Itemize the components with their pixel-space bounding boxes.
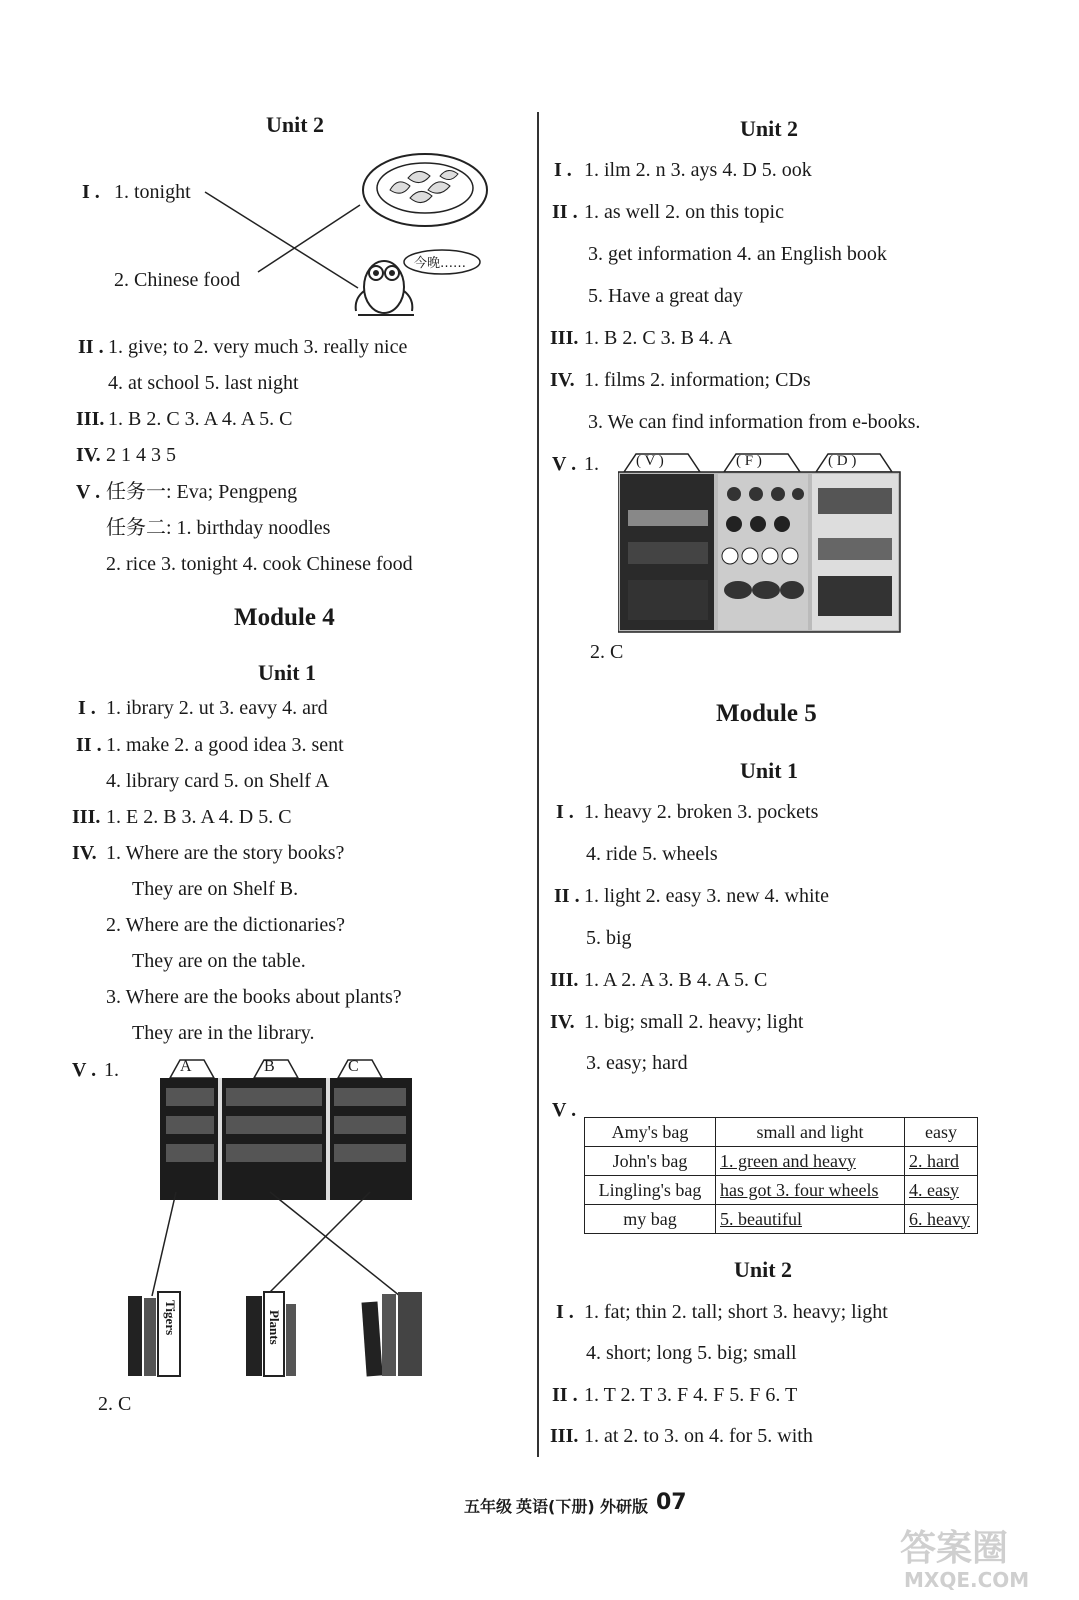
question-number: IV.: [550, 369, 575, 391]
question-number: II .: [78, 336, 104, 358]
answer-line: 4. at school 5. last night: [108, 372, 299, 394]
books-third-stack-image: [360, 1288, 430, 1378]
page-number: 07: [656, 1490, 687, 1515]
answer-line: They are in the library.: [132, 1022, 315, 1044]
question-number: III.: [550, 1425, 579, 1447]
table-row: [585, 1118, 978, 1147]
question-number: V .: [552, 453, 577, 475]
table-cell: 4. easy: [905, 1176, 978, 1205]
answer-line: 2. rice 3. tonight 4. cook Chinese food: [106, 553, 413, 575]
table-row: [585, 1205, 978, 1234]
shop-label: ( D ): [828, 453, 857, 469]
shop-label: ( F ): [736, 453, 762, 469]
answer-line: 1. as well 2. on this topic: [584, 201, 784, 223]
answer-line: 4. ride 5. wheels: [586, 843, 718, 865]
unit-title: Unit 1: [740, 758, 799, 783]
answer-line: 2. C: [590, 641, 624, 663]
answer-line: 1. make 2. a good idea 3. sent: [106, 734, 344, 756]
table-cell: my bag: [585, 1205, 716, 1234]
answer-line: 1.: [104, 1059, 119, 1081]
watermark-url: MXQE.COM: [904, 1568, 1030, 1592]
bookshelf-matching-lines: [140, 1190, 440, 1300]
question-number: II .: [554, 885, 580, 907]
answer-line: 1. A 2. A 3. B 4. A 5. C: [584, 969, 768, 991]
table-cell: John's bag: [585, 1147, 716, 1176]
answer-line: 1. E 2. B 3. A 4. D 5. C: [106, 806, 292, 828]
answer-line: 1. T 2. T 3. F 4. F 5. F 6. T: [584, 1384, 798, 1406]
question-number: V .: [76, 481, 101, 503]
question-number: IV.: [76, 444, 101, 466]
answer-line: 1. at 2. to 3. on 4. for 5. with: [584, 1425, 813, 1447]
book-title: Plants: [267, 1310, 282, 1345]
bookshelf-image: [160, 1056, 422, 1206]
answer-line: They are on Shelf B.: [132, 878, 299, 900]
answer-line: 4. short; long 5. big; small: [586, 1342, 797, 1364]
shelf-label: A: [180, 1058, 192, 1075]
shelf-label: B: [264, 1058, 275, 1075]
question-number: II .: [76, 734, 102, 756]
answer-line: 3. We can find information from e-books.: [588, 411, 921, 433]
table-cell: small and light: [716, 1118, 905, 1147]
footer-grade: 五年级: [464, 1497, 513, 1516]
footer-subject: 英语(下册): [516, 1497, 595, 1516]
question-number: V .: [552, 1099, 577, 1121]
bag-comparison-table: [584, 1117, 978, 1234]
shop-shelves-image: [618, 452, 908, 634]
unit-title: Unit 2: [266, 112, 325, 137]
question-number: I .: [556, 1301, 574, 1323]
shelf-label: C: [348, 1058, 359, 1075]
answer-line: 1. films 2. information; CDs: [584, 369, 811, 391]
answer-line: 1. fat; thin 2. tall; short 3. heavy; light: [584, 1301, 888, 1323]
table-cell: has got 3. four wheels: [716, 1176, 905, 1205]
answer-line: 2. Where are the dictionaries?: [106, 914, 345, 936]
question-number: II .: [552, 1384, 578, 1406]
answer-line: 1. give; to 2. very much 3. really nice: [108, 336, 408, 358]
table-row: [585, 1147, 978, 1176]
answer-line: 1. light 2. easy 3. new 4. white: [584, 885, 829, 907]
question-number: III.: [72, 806, 101, 828]
table-cell: Amy's bag: [585, 1118, 716, 1147]
question-number: III.: [76, 408, 105, 430]
question-number: I .: [82, 181, 100, 203]
matching-lines: [0, 0, 540, 340]
module-title: Module 4: [234, 604, 335, 631]
table-row: [585, 1176, 978, 1205]
table-cell: 6. heavy: [905, 1205, 978, 1234]
unit-title: Unit 1: [258, 660, 317, 685]
answer-line: 3. easy; hard: [586, 1052, 688, 1074]
answer-line: 任务二: 1. birthday noodles: [106, 517, 331, 539]
answer-line: 1. Where are the story books?: [106, 842, 345, 864]
answer-line: 任务一: Eva; Pengpeng: [106, 481, 298, 503]
answer-line: 5. big: [586, 927, 632, 949]
shop-label: ( V ): [636, 453, 664, 469]
footer-edition: 外研版: [600, 1497, 649, 1516]
answer-line: 1. ilm 2. n 3. ays 4. D 5. ook: [584, 159, 812, 181]
answer-line: 1. big; small 2. heavy; light: [584, 1011, 804, 1033]
answer-line: 4. library card 5. on Shelf A: [106, 770, 330, 792]
answer-line: 1. B 2. C 3. A 4. A 5. C: [108, 408, 293, 430]
answer-line: They are on the table.: [132, 950, 306, 972]
answer-line: 1. B 2. C 3. B 4. A: [584, 327, 733, 349]
table-cell: 2. hard: [905, 1147, 978, 1176]
answer-line: 3. Where are the books about plants?: [106, 986, 402, 1008]
question-number: V .: [72, 1059, 97, 1081]
question-number: IV.: [72, 842, 97, 864]
question-number: III.: [550, 969, 579, 991]
speech-bubble-text: 今晚……: [414, 256, 467, 271]
table-cell: 5. beautiful: [716, 1205, 905, 1234]
unit-title: Unit 2: [734, 1257, 793, 1282]
question-number: III.: [550, 327, 579, 349]
module-title: Module 5: [716, 700, 817, 727]
book-title: Tigers: [163, 1300, 178, 1336]
answer-line: 2 1 4 3 5: [106, 444, 176, 466]
question-number: IV.: [550, 1011, 575, 1033]
answer-line: 1.: [584, 453, 599, 475]
answer-line: 5. Have a great day: [588, 285, 743, 307]
match-item: 2. Chinese food: [114, 269, 241, 291]
answer-line: 1. ibrary 2. ut 3. eavy 4. ard: [106, 697, 328, 719]
answer-line: 3. get information 4. an English book: [588, 243, 887, 265]
table-cell: 1. green and heavy: [716, 1147, 905, 1176]
question-number: I .: [78, 697, 96, 719]
table-cell: Lingling's bag: [585, 1176, 716, 1205]
watermark-logo: 答案圈: [900, 1528, 1009, 1569]
match-item: 1. tonight: [114, 181, 191, 203]
unit-title: Unit 2: [740, 116, 799, 141]
table-cell: easy: [905, 1118, 978, 1147]
answer-line: 2. C: [98, 1393, 132, 1415]
question-number: II .: [552, 201, 578, 223]
question-number: I .: [554, 159, 572, 181]
answer-line: 1. heavy 2. broken 3. pockets: [584, 801, 819, 823]
question-number: I .: [556, 801, 574, 823]
